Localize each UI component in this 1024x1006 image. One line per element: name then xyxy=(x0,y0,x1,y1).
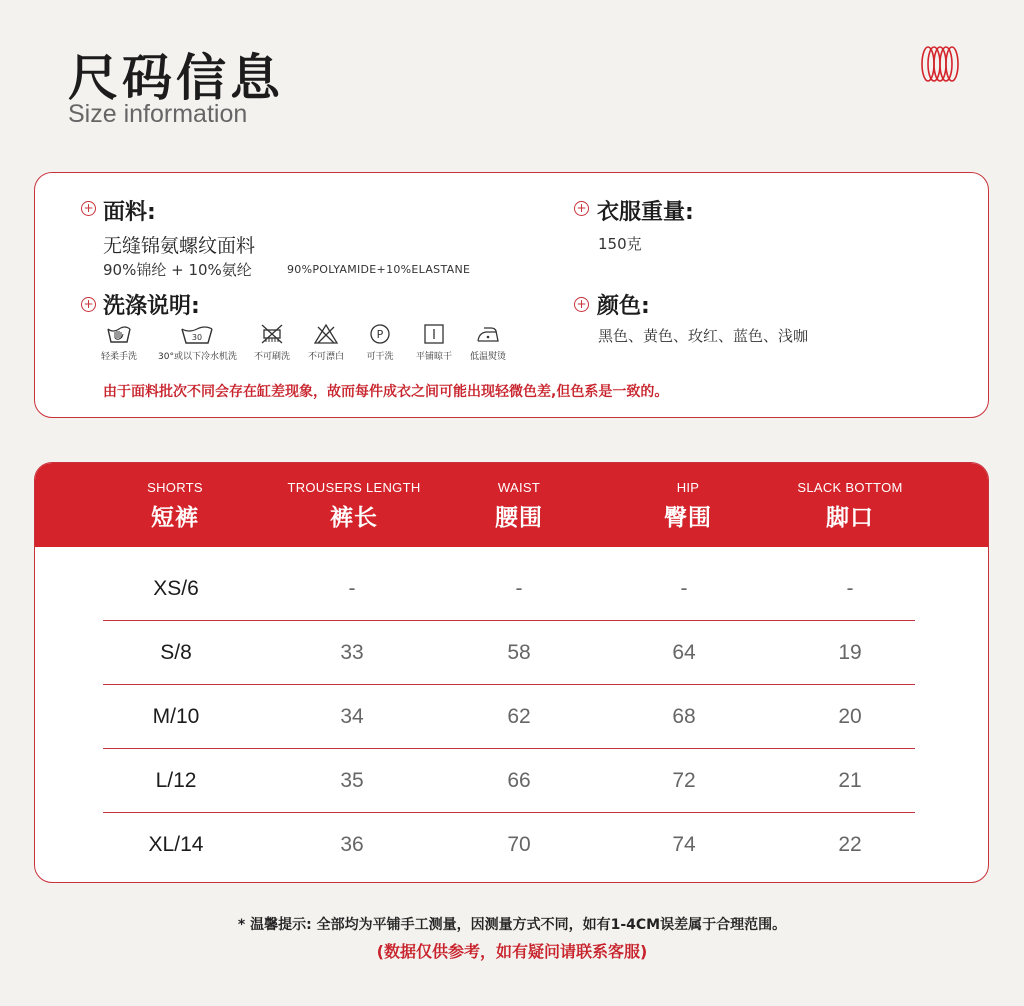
flat-dry-icon xyxy=(421,323,447,345)
trousers-length-cell: 34 xyxy=(340,705,364,728)
care-item xyxy=(158,323,236,362)
care-item-label: 轻柔手洗 xyxy=(100,352,137,362)
slack-bottom-cell: 20 xyxy=(838,705,862,728)
trousers-length-cell: - xyxy=(348,577,356,600)
care-item xyxy=(86,323,152,362)
svg-text:P: P xyxy=(376,328,384,341)
table-row xyxy=(103,621,915,685)
care-item-label: 30°或以下冷水机洗 xyxy=(158,352,237,362)
slack-bottom-cell: 21 xyxy=(838,769,862,792)
slack-bottom-cell: - xyxy=(846,577,854,600)
size-cell: L/12 xyxy=(155,769,197,792)
size-cell: XL/14 xyxy=(148,833,204,856)
care-item-label: 不可刷洗 xyxy=(253,352,290,362)
measurement-tip: * 温馨提示: 全部均为平铺手工测量，因测量方式不同，如有1-4CM误差属于合理范围。 xyxy=(237,917,787,933)
care-item xyxy=(455,323,521,362)
page-title: 尺码信息 xyxy=(68,49,284,107)
waist-cell: 70 xyxy=(507,833,531,856)
plus-circle-icon: + xyxy=(574,201,589,216)
care-label: 洗涤说明: xyxy=(103,294,200,319)
table-header xyxy=(35,463,988,547)
care-symbols xyxy=(101,323,521,371)
plus-circle-icon: + xyxy=(81,297,96,312)
fabric-name: 无缝锦氨螺纹面料 xyxy=(103,235,256,257)
waist-cell: 62 xyxy=(507,705,531,728)
slack-bottom-cell: 22 xyxy=(838,833,862,856)
color-difference-note: 由于面料批次不同会存在缸差现象，故而每件成衣之间可能出现轻微色差,但色系是一致的。 xyxy=(103,384,669,400)
trousers-length-cell: 35 xyxy=(340,769,364,792)
care-item-label: 可干洗 xyxy=(366,352,394,362)
fabric-composition-en: 90%POLYAMIDE+10%ELASTANE xyxy=(287,263,471,276)
color-label: 颜色: xyxy=(597,294,650,319)
table-row xyxy=(103,749,915,813)
slack-bottom-cell: 19 xyxy=(838,641,862,664)
size-cell: S/8 xyxy=(160,641,192,664)
header-trousers-length: TROUSERS LENGTH 裤长 xyxy=(287,480,421,531)
header-shorts: SHORTS 短裤 xyxy=(147,480,203,531)
weight-value: 150克 xyxy=(598,235,642,253)
hip-cell: 68 xyxy=(672,705,696,728)
table-row xyxy=(103,813,915,877)
table-row xyxy=(103,557,915,621)
page-subtitle: Size information xyxy=(68,100,248,128)
plus-circle-icon: + xyxy=(81,201,96,216)
size-cell: XS/6 xyxy=(153,577,199,600)
size-cell: M/10 xyxy=(152,705,200,728)
header-waist: WAIST 腰围 xyxy=(495,480,543,531)
dry-clean-p-icon xyxy=(367,323,393,345)
low-iron-icon xyxy=(475,323,501,345)
product-info-card xyxy=(34,172,989,418)
plus-circle-icon: + xyxy=(574,297,589,312)
waist-cell: - xyxy=(515,577,523,600)
reference-disclaimer: (数据仅供参考，如有疑问请联系客服) xyxy=(376,942,648,961)
care-item-label: 不可漂白 xyxy=(307,352,344,362)
waist-cell: 58 xyxy=(507,641,531,664)
header-hip: HIP 臀围 xyxy=(664,480,712,531)
no-brush-icon xyxy=(259,323,285,345)
table-row xyxy=(103,685,915,749)
wash-30-icon xyxy=(180,323,214,345)
hip-cell: 72 xyxy=(672,769,696,792)
care-item-label: 低温熨烫 xyxy=(469,352,506,362)
waist-cell: 66 xyxy=(507,769,531,792)
ring-coil-icon xyxy=(918,44,962,84)
hip-cell: - xyxy=(680,577,688,600)
hip-cell: 64 xyxy=(672,641,696,664)
weight-label: 衣服重量: xyxy=(597,200,694,225)
svg-text:30: 30 xyxy=(191,333,203,342)
trousers-length-cell: 36 xyxy=(340,833,364,856)
header-slack-bottom: SLACK BOTTOM 脚口 xyxy=(797,480,903,531)
trousers-length-cell: 33 xyxy=(340,641,364,664)
hip-cell: 74 xyxy=(672,833,696,856)
size-table xyxy=(34,462,989,883)
fabric-section xyxy=(103,195,156,226)
fabric-label: 面料: xyxy=(103,200,156,225)
hand-wash-icon xyxy=(106,323,132,345)
color-value: 黑色、黄色、玫红、蓝色、浅咖 xyxy=(598,327,809,345)
fabric-composition-cn: 90%锦纶 + 10%氨纶 xyxy=(103,261,252,279)
no-bleach-icon xyxy=(313,323,339,345)
care-item-label: 平铺晾干 xyxy=(415,352,452,362)
